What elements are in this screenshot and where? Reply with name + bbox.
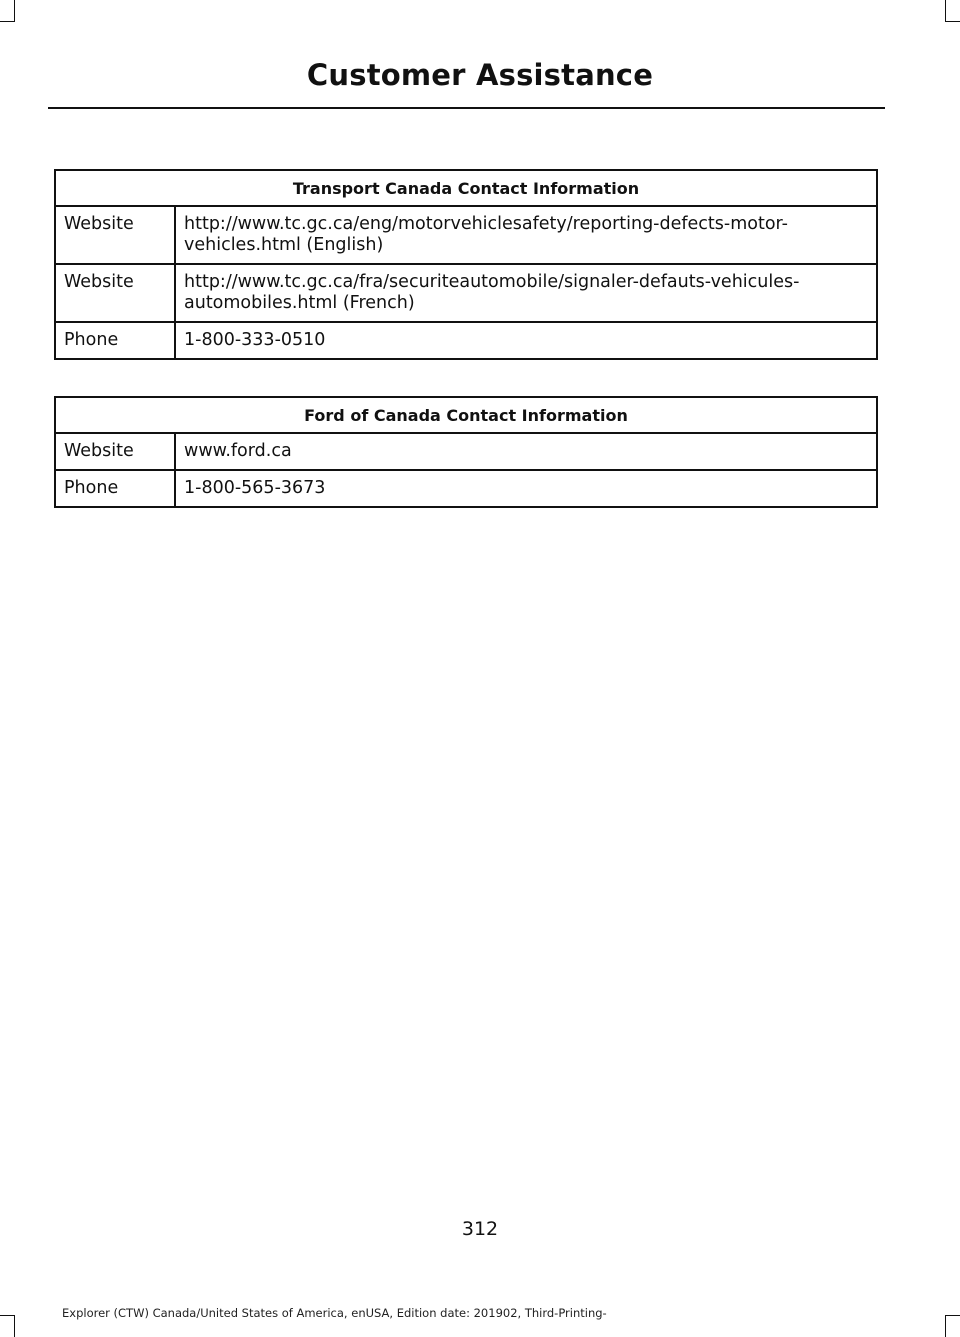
page-title: Customer Assistance [306, 58, 654, 92]
row-label: Phone [55, 322, 175, 359]
row-label: Website [55, 433, 175, 470]
website-link[interactable]: www.ford.ca [175, 433, 877, 470]
transport-canada-contact-table [54, 169, 878, 360]
crop-mark [945, 1315, 946, 1337]
table-row [55, 470, 877, 507]
phone-number: 1-800-565-3673 [175, 470, 877, 507]
crop-mark [14, 0, 15, 22]
table-row [55, 433, 877, 470]
table-heading: Ford of Canada Contact Information [55, 397, 877, 433]
table-row [55, 264, 877, 322]
table-header-row [55, 397, 877, 433]
table-row [55, 206, 877, 264]
table-header-row [55, 170, 877, 206]
row-label: Website [55, 264, 175, 322]
table-heading: Transport Canada Contact Information [55, 170, 877, 206]
website-link-english[interactable]: http://www.tc.gc.ca/eng/motorvehiclesafety/reporting-defects-motor-vehicles.html (English) [175, 206, 877, 264]
footer-edition-info: Explorer (CTW) Canada/United States of America, enUSA, Edition date: 201902, Third-Printing- [62, 1306, 607, 1320]
title-divider [48, 107, 885, 109]
page-number: 312 [461, 1218, 499, 1240]
crop-mark [945, 1315, 960, 1316]
ford-canada-contact-table [54, 396, 878, 508]
phone-number: 1-800-333-0510 [175, 322, 877, 359]
crop-mark [14, 1315, 15, 1337]
table-row [55, 322, 877, 359]
crop-mark [0, 21, 15, 22]
row-label: Phone [55, 470, 175, 507]
crop-mark [945, 21, 960, 22]
website-link-french[interactable]: http://www.tc.gc.ca/fra/securiteautomobile/signaler-defauts-vehicules-automobiles.html (French) [175, 264, 877, 322]
crop-mark [0, 1315, 15, 1316]
crop-mark [945, 0, 946, 22]
row-label: Website [55, 206, 175, 264]
